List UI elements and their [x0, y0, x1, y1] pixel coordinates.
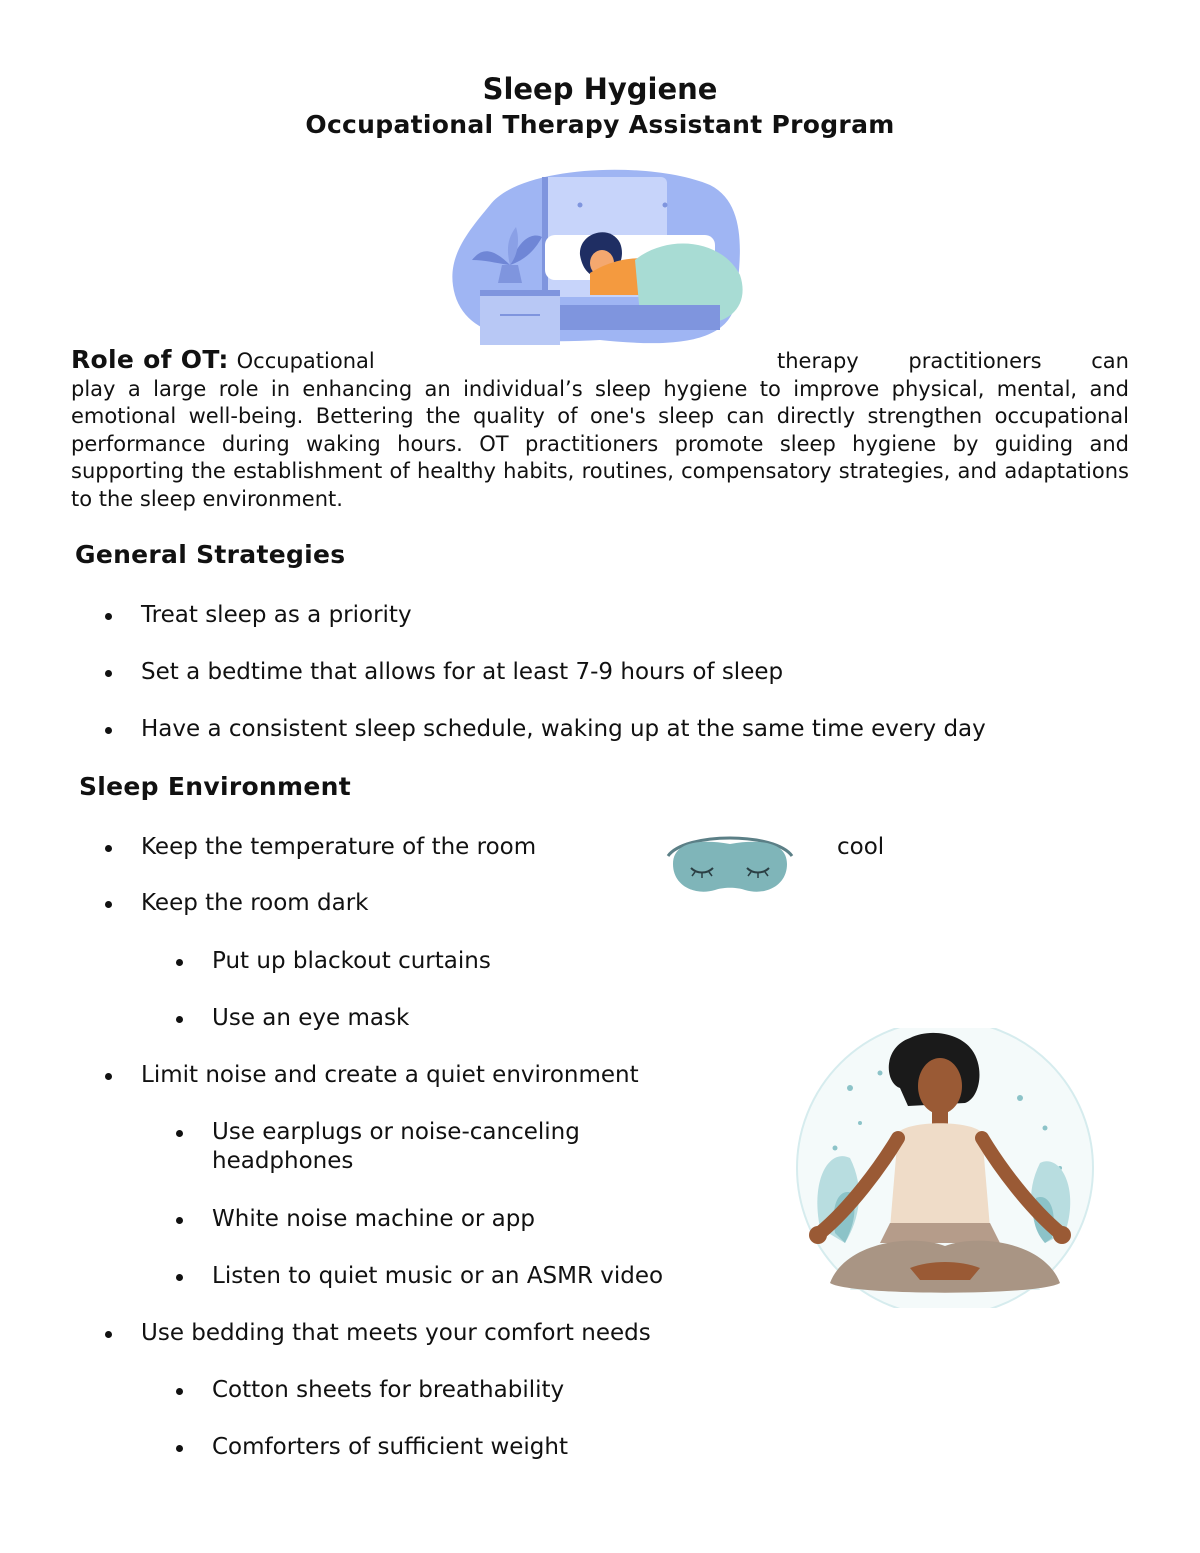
bullet [105, 1073, 112, 1080]
list-item: Treat sleep as a priority [141, 602, 412, 628]
woman-sleeping-illustration [450, 165, 750, 345]
role-first-line [71, 346, 1129, 376]
bullet [105, 1331, 112, 1338]
sub-bullet [176, 1217, 183, 1224]
sub-list-item: Listen to quiet music or an ASMR video [212, 1263, 664, 1289]
sub-list-item: Use an eye mask [212, 1005, 410, 1031]
bullet [105, 727, 112, 734]
sub-bullet [176, 1445, 183, 1452]
role-word: practitioners [908, 349, 1042, 373]
list-item: Use bedding that meets your comfort needs [141, 1320, 651, 1346]
sub-bullet [176, 1130, 183, 1137]
meditating-woman-illustration [790, 1028, 1100, 1308]
role-body-text: play a large role in enhancing an individual’s sleep hygiene to improve physical, mental, and emotional well-being. Bettering the quality of one's sleep can directly strengthen occupational performance during waking hours. OT practitioners promote sleep hygiene by guiding and supporting the establishment of healthy habits, routines, compensatory strategies, and adaptations to the sleep environment. [71, 376, 1129, 511]
bullet [105, 670, 112, 677]
role-label: Role of OT: [71, 345, 229, 374]
sub-list-item: Comforters of sufficient weight [212, 1434, 568, 1460]
list-item: Keep the temperature of the room [141, 834, 537, 860]
sub-list-item: White noise machine or app [212, 1206, 535, 1232]
page-subtitle: Occupational Therapy Assistant Program [305, 110, 895, 139]
list-item: Set a bedtime that allows for at least 7-9 hours of sleep [141, 659, 784, 685]
sub-bullet [176, 1016, 183, 1023]
list-item-continuation: cool [837, 834, 885, 860]
sub-list-item: Cotton sheets for breathability [212, 1377, 565, 1403]
sub-bullet [176, 959, 183, 966]
role-word: therapy [777, 349, 859, 373]
sleep-environment-heading: Sleep Environment [79, 772, 351, 801]
list-item: Have a consistent sleep schedule, waking up at the same time every day [141, 716, 986, 742]
role-word: can [1091, 349, 1129, 373]
page-title: Sleep Hygiene [482, 72, 718, 106]
sleep-mask-icon [665, 824, 795, 898]
bullet [105, 901, 112, 908]
sub-list-item: Put up blackout curtains [212, 948, 491, 974]
bullet [105, 613, 112, 620]
sub-bullet [176, 1274, 183, 1281]
role-first-word: Occupational [236, 349, 375, 373]
sub-bullet [176, 1388, 183, 1395]
sub-list-item-continuation: headphones [212, 1148, 354, 1174]
role-of-ot-paragraph [71, 346, 1129, 513]
general-strategies-heading: General Strategies [75, 540, 346, 569]
list-item: Keep the room dark [141, 890, 369, 916]
bullet [105, 845, 112, 852]
sub-list-item: Use earplugs or noise-canceling [212, 1119, 580, 1145]
list-item: Limit noise and create a quiet environment [141, 1062, 639, 1088]
